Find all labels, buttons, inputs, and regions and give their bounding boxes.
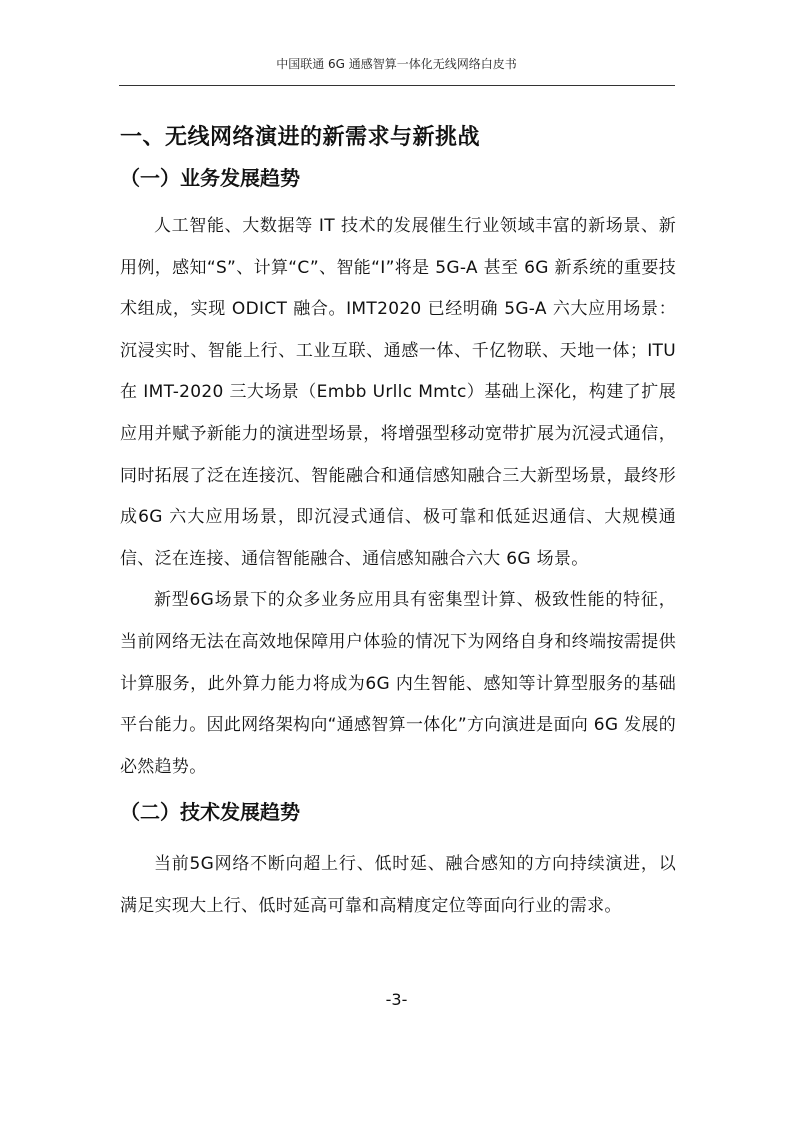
section-title-technology-trends: （二）技术发展趋势 [120,800,300,825]
body-paragraph: 当前5G网络不断向超上行、低时延、融合感知的方向持续演进，以满足实现大上行、低时延高可靠和高精度定位等面向行业的需求。 [120,854,676,916]
page-content [120,120,676,928]
page-number: -3- [385,990,408,1009]
section-title-business-trends: （一）业务发展趋势 [120,166,300,190]
body-paragraph: 新型6G场景下的众多业务应用具有密集型计算、极致性能的特征，当前网络无法在高效地保障用户体验的情况下为网络自身和终端按需提供计算服务，此外算力能力将成为6G 内生智能、感知等计算型服务的基础平台能力。因此网络架构向“通感智算一体化”方向演进是面向 6G 发展的必然趋势。 [120,590,676,777]
body-paragraph: 人工智能、大数据等 IT 技术的发展催生行业领域丰富的新场景、新用例，感知“S”、计算“C”、智能“I”将是 5G-A 甚至 6G 新系统的重要技术组成，实现 ODICT 融合。IMT2020 已经明确 5G-A 六大应用场景：沉浸实时、智能上行、工业互联、通感一体、千亿物联、天地一体；ITU 在 IMT-2020 三大场景（Embb Urllc Mmtc）基础上深化，构建了扩展应用并赋予新能力的演进型场景，将增强型移动宽带扩展为沉浸式通信，同时拓展了泛在连接沉、智能融合和通信感知融合三大新型场景，最终形成6G 六大应用场景，即沉浸式通信、极可靠和低延迟通信、大规模通信、泛在连接、通信智能融合、通信感知融合六大 6G 场景。 [120,216,676,569]
running-header: 中国联通 6G 通感智算一体化无线网络白皮书 [276,57,517,71]
chapter-title: 一、无线网络演进的新需求与新挑战 [120,125,481,150]
header-divider [119,85,675,86]
